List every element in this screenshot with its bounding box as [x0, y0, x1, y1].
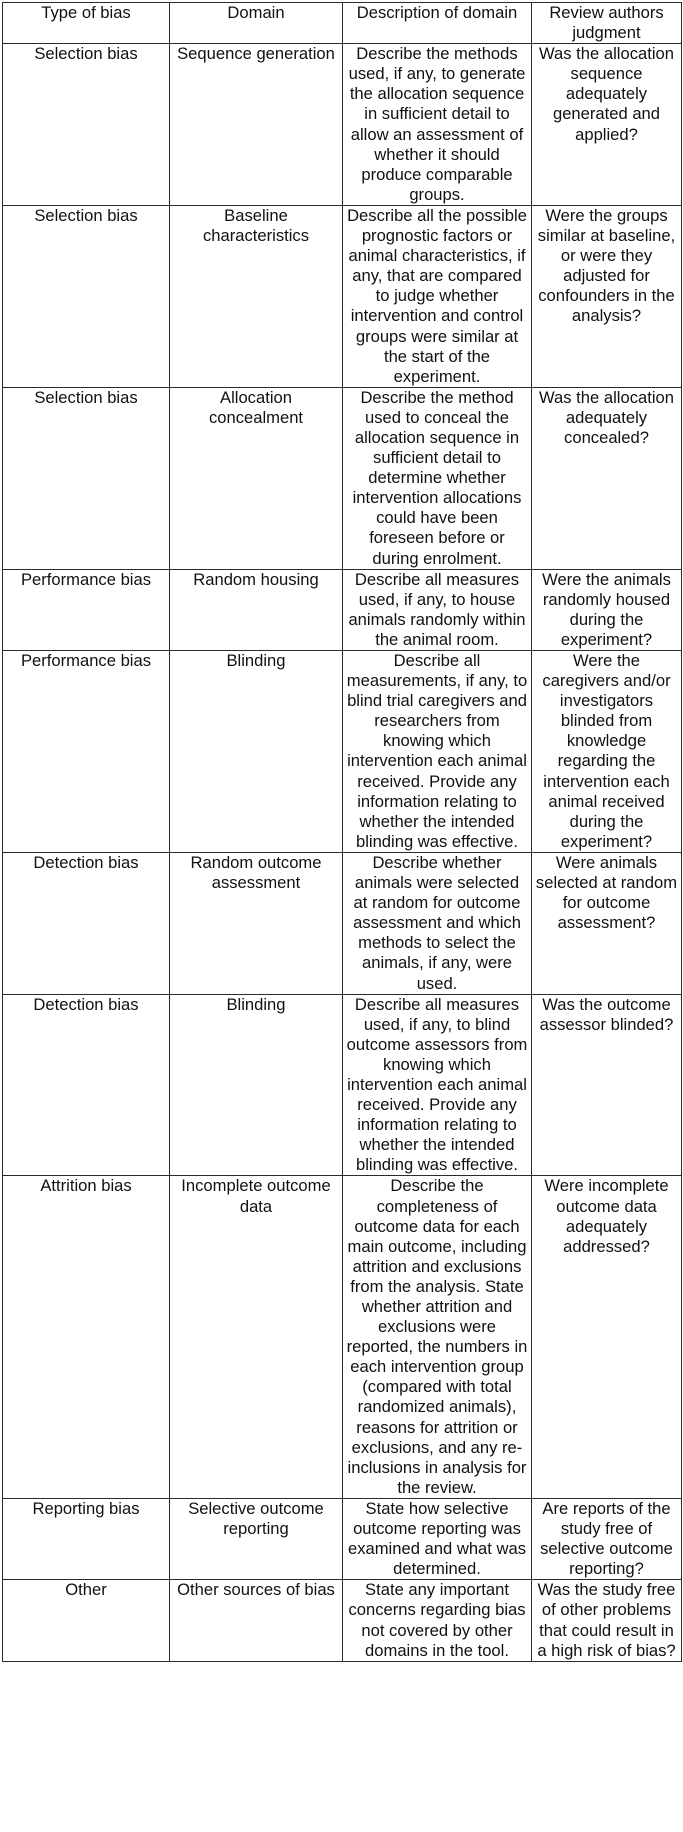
cell-domain: Blinding: [170, 651, 343, 853]
cell-description: Describe all measures used, if any, to blind outcome assessors from knowing which intervention each animal received. Provide any information relating to whether the intended blinding was effective.: [343, 994, 532, 1176]
cell-judgment: Was the outcome assessor blinded?: [532, 994, 682, 1176]
table-row: [3, 387, 682, 569]
cell-judgment: Was the study free of other problems that could result in a high risk of bias?: [532, 1580, 682, 1661]
cell-type-of-bias: Performance bias: [3, 651, 170, 853]
table-row: [3, 569, 682, 650]
header-type-of-bias: Type of bias: [3, 3, 170, 44]
cell-type-of-bias: Selection bias: [3, 387, 170, 569]
cell-domain: Incomplete outcome data: [170, 1176, 343, 1499]
cell-description: Describe all the possible prognostic factors or animal characteristics, if any, that are compared to judge whether intervention and control groups were similar at the start of the experiment.: [343, 205, 532, 387]
header-domain: Domain: [170, 3, 343, 44]
cell-description: Describe all measures used, if any, to house animals randomly within the animal room.: [343, 569, 532, 650]
table-row: [3, 44, 682, 206]
table-row: [3, 205, 682, 387]
table-row: [3, 651, 682, 853]
risk-of-bias-table: [2, 2, 682, 1662]
table-row: [3, 994, 682, 1176]
cell-domain: Allocation concealment: [170, 387, 343, 569]
cell-domain: Other sources of bias: [170, 1580, 343, 1661]
cell-domain: Random outcome assessment: [170, 852, 343, 994]
table-row: [3, 1580, 682, 1661]
cell-domain: Sequence generation: [170, 44, 343, 206]
cell-judgment: Were animals selected at random for outcome assessment?: [532, 852, 682, 994]
cell-description: Describe all measurements, if any, to blind trial caregivers and researchers from knowing which intervention each animal received. Provide any information relating to whether the intended blinding was effective.: [343, 651, 532, 853]
cell-description: Describe the completeness of outcome data for each main outcome, including attrition and exclusions from the analysis. State whether attrition and exclusions were reported, the numbers in each intervention group (compared with total randomized animals), reasons for attrition or exclusions, and any re-inclusions in analysis for the review.: [343, 1176, 532, 1499]
cell-judgment: Were the groups similar at baseline, or were they adjusted for confounders in the analysis?: [532, 205, 682, 387]
cell-type-of-bias: Selection bias: [3, 205, 170, 387]
cell-judgment: Was the allocation adequately concealed?: [532, 387, 682, 569]
cell-judgment: Are reports of the study free of selective outcome reporting?: [532, 1498, 682, 1579]
header-row: [3, 3, 682, 44]
cell-domain: Selective outcome reporting: [170, 1498, 343, 1579]
cell-description: Describe the methods used, if any, to generate the allocation sequence in sufficient detail to allow an assessment of whether it should produce comparable groups.: [343, 44, 532, 206]
cell-domain: Random housing: [170, 569, 343, 650]
cell-type-of-bias: Selection bias: [3, 44, 170, 206]
cell-type-of-bias: Detection bias: [3, 852, 170, 994]
table-row: [3, 852, 682, 994]
cell-description: Describe whether animals were selected at random for outcome assessment and which methods to select the animals, if any, were used.: [343, 852, 532, 994]
cell-type-of-bias: Other: [3, 1580, 170, 1661]
header-description-of-domain: Description of domain: [343, 3, 532, 44]
cell-type-of-bias: Detection bias: [3, 994, 170, 1176]
cell-domain: Baseline characteristics: [170, 205, 343, 387]
cell-judgment: Were the caregivers and/or investigators blinded from knowledge regarding the intervention each animal received during the experiment?: [532, 651, 682, 853]
cell-type-of-bias: Reporting bias: [3, 1498, 170, 1579]
table-row: [3, 1176, 682, 1499]
cell-type-of-bias: Performance bias: [3, 569, 170, 650]
cell-judgment: Were the animals randomly housed during the experiment?: [532, 569, 682, 650]
cell-description: State any important concerns regarding bias not covered by other domains in the tool.: [343, 1580, 532, 1661]
cell-type-of-bias: Attrition bias: [3, 1176, 170, 1499]
table-row: [3, 1498, 682, 1579]
header-review-authors-judgment: Review authors judgment: [532, 3, 682, 44]
cell-judgment: Was the allocation sequence adequately generated and applied?: [532, 44, 682, 206]
cell-description: State how selective outcome reporting was examined and what was determined.: [343, 1498, 532, 1579]
cell-judgment: Were incomplete outcome data adequately addressed?: [532, 1176, 682, 1499]
cell-domain: Blinding: [170, 994, 343, 1176]
cell-description: Describe the method used to conceal the allocation sequence in sufficient detail to determine whether intervention allocations could have been foreseen before or during enrolment.: [343, 387, 532, 569]
